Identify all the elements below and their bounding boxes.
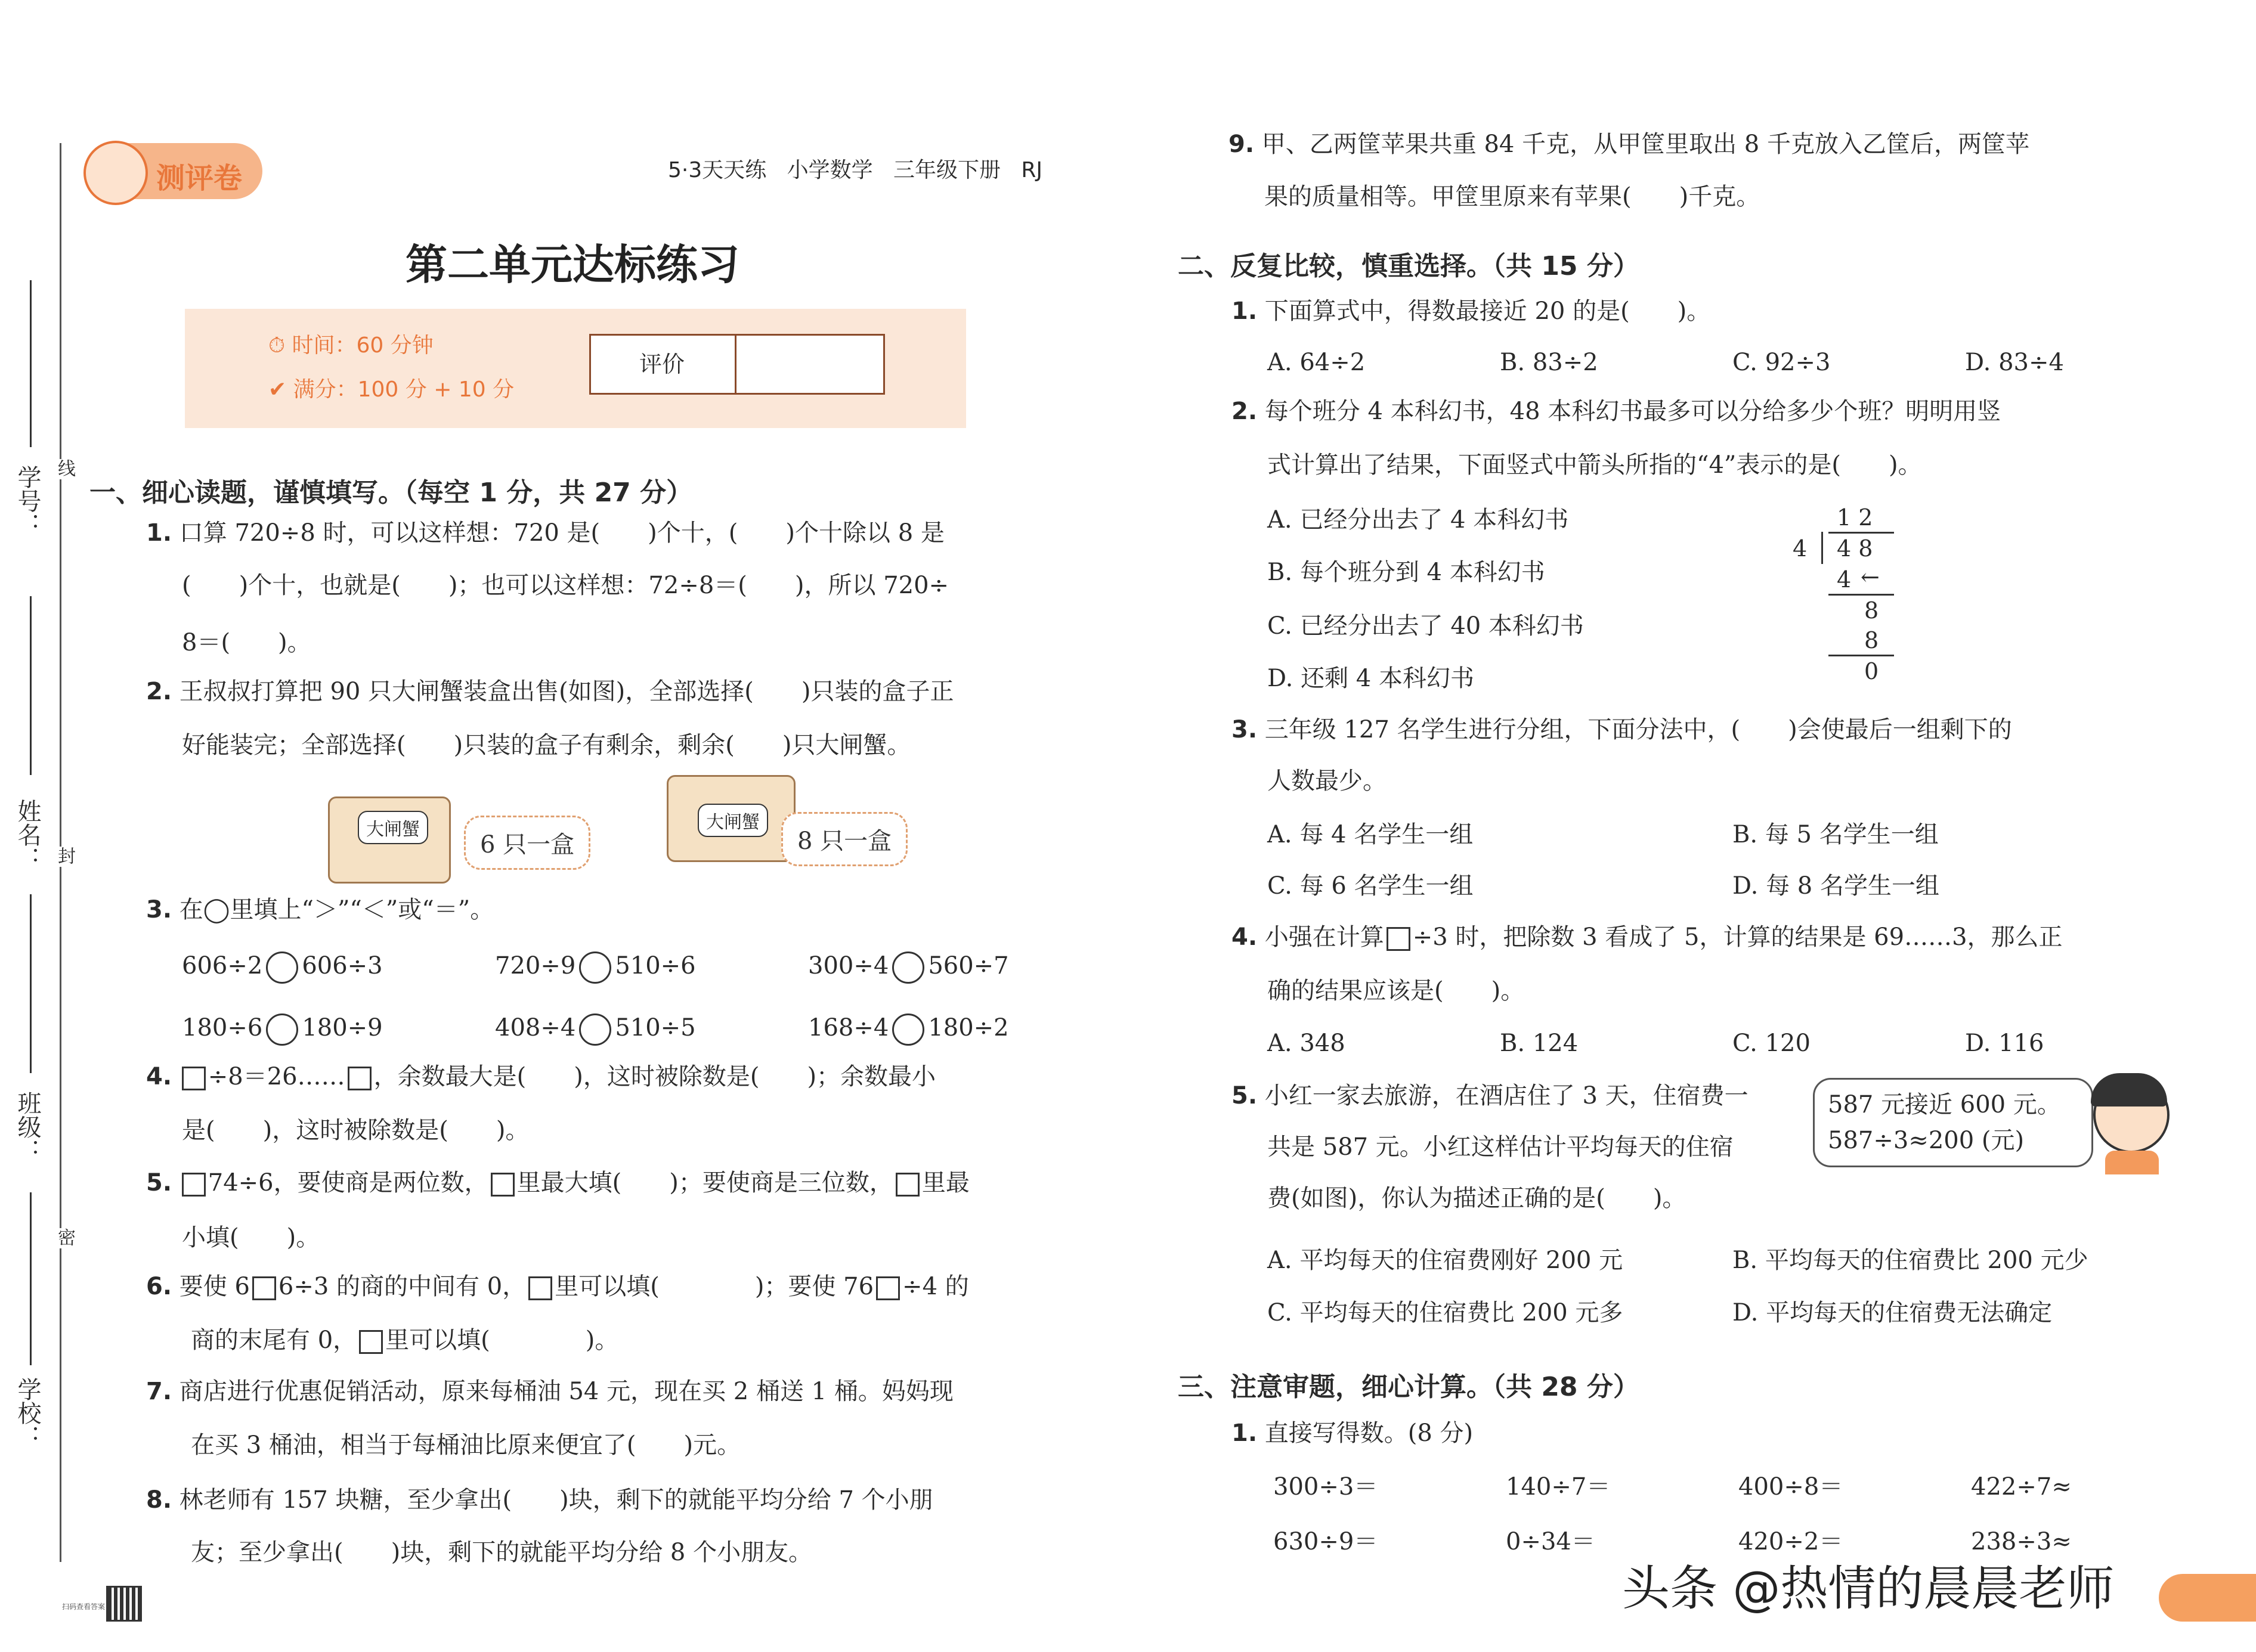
- s2-q2-line2: 式计算出了结果，下面竖式中箭头所指的“4”表示的是( )。: [1267, 451, 1922, 479]
- q5-line2: 小填( )。: [182, 1224, 320, 1251]
- s2-q3-line2: 人数最少。: [1267, 767, 1387, 795]
- s2-q4-opt-d[interactable]: D. 116: [1965, 1030, 2044, 1057]
- q1-line2: ( )个十，也就是( )；也可以这样想：72÷8＝( )，所以 720÷: [182, 572, 949, 599]
- s2-q2-opt-b[interactable]: B. 每个班分到 4 本科幻书: [1267, 559, 1545, 586]
- q4-line2: 是( )，这时被除数是( )。: [182, 1117, 530, 1144]
- s2-q5-line2: 共是 587 元。小红这样估计平均每天的住宿: [1267, 1133, 1734, 1161]
- compare-circle[interactable]: [266, 1013, 298, 1046]
- q4-line1: 4. ÷8＝26…… ，余数最大是( )，这时被除数是( )；余数最小: [146, 1063, 936, 1090]
- s2-q3-opt-b[interactable]: B. 每 5 名学生一组: [1732, 821, 1939, 848]
- division-divisor: 4: [1793, 535, 1808, 562]
- s2-q2-line1: 2. 每个班分 4 本科幻书，48 本科幻书最多可以分给多少个班？明明用竖: [1231, 398, 2001, 425]
- long-division: [1789, 504, 1908, 683]
- s2-q5-line1: 5. 小红一家去旅游，在酒店住了 3 天，住宿费一: [1231, 1082, 1749, 1109]
- name-label: 姓名：: [14, 799, 41, 870]
- compare-circle[interactable]: [266, 951, 298, 984]
- blank-square[interactable]: [491, 1173, 515, 1197]
- s2-q1-opt-c[interactable]: C. 92÷3: [1732, 349, 1831, 376]
- crab-box-6-label: 大闸蟹: [358, 811, 428, 844]
- watermark: 头条 @热情的晨晨老师: [1622, 1561, 2115, 1616]
- q3-row2c: 168÷4 180÷2: [808, 1013, 1009, 1046]
- blank-square[interactable]: [1387, 927, 1410, 951]
- blank-square[interactable]: [528, 1276, 552, 1300]
- badge-text: 测评卷: [156, 162, 243, 195]
- q1-line1: 1. 口算 720÷8 时，可以这样想：720 是( )个十，( )个十除以 8 是: [146, 519, 945, 547]
- compare-circle[interactable]: [579, 951, 611, 984]
- girl-hair: [2091, 1073, 2167, 1107]
- calc-6: 0÷34＝: [1506, 1528, 1595, 1555]
- time-info: ⏱ 时间：60 分钟: [268, 333, 434, 358]
- q3-row1: 606÷2 606÷3: [182, 951, 383, 984]
- calc-7: 420÷2＝: [1738, 1528, 1843, 1555]
- class-label: 班级：: [14, 1091, 41, 1163]
- division-rem2: 0: [1864, 658, 1879, 684]
- calc-4: 422÷7≈: [1971, 1473, 2072, 1501]
- s2-q5-opt-c[interactable]: C. 平均每天的住宿费比 200 元多: [1267, 1299, 1623, 1326]
- blank-square[interactable]: [182, 1173, 206, 1197]
- seal-mark: 封: [51, 847, 78, 867]
- eval-divider: [735, 334, 736, 393]
- tag-6-per-box: 6 只一盒: [464, 816, 590, 870]
- s2-q1-opt-b[interactable]: B. 83÷2: [1500, 349, 1598, 376]
- header-series: 5·3天天练 小学数学 三年级下册 RJ: [668, 158, 1042, 182]
- q1-line3: 8＝( )。: [182, 629, 311, 656]
- q7-line2: 在买 3 桶油，相当于每桶油比原来便宜了( )元。: [191, 1431, 741, 1459]
- q8-line1: 8. 林老师有 157 块糖，至少拿出( )块，剩下的就能平均分给 7 个小朋: [146, 1486, 933, 1514]
- blank-square[interactable]: [359, 1330, 383, 1354]
- s2-q3-opt-c[interactable]: C. 每 6 名学生一组: [1267, 872, 1474, 900]
- s2-q3-line1: 3. 三年级 127 名学生进行分组，下面分法中，( )会使最后一组剩下的: [1231, 716, 2012, 743]
- s2-q4-opt-a[interactable]: A. 348: [1267, 1030, 1345, 1057]
- s2-q2-opt-a[interactable]: A. 已经分出去了 4 本科幻书: [1267, 506, 1569, 534]
- qr-code-icon: [106, 1586, 142, 1622]
- s2-q4-opt-c[interactable]: C. 120: [1732, 1030, 1811, 1057]
- q3-line1: 3. 在◯里填上“＞”“＜”或“＝”。: [146, 896, 494, 923]
- q3-row1c: 300÷4 560÷7: [808, 951, 1009, 984]
- eval-label: 评价: [639, 351, 685, 377]
- q2-line2: 好能装完；全部选择( )只装的盒子有剩余，剩余( )只大闸蟹。: [182, 732, 911, 759]
- division-sub2: 8: [1864, 627, 1879, 653]
- compare-circle[interactable]: [579, 1013, 611, 1046]
- q5-line1: 5. 74÷6，要使商是两位数， 里最大填( )；要使商是三位数， 里最: [146, 1169, 970, 1197]
- school-label: 学校：: [14, 1377, 41, 1449]
- division-bracket: [1821, 532, 1833, 564]
- name-blank: [30, 596, 32, 775]
- division-bar: [1828, 532, 1894, 534]
- division-line1: [1828, 594, 1894, 596]
- school-blank: [30, 1192, 32, 1365]
- compare-circle[interactable]: [892, 951, 924, 984]
- class-blank: [30, 894, 32, 1073]
- q8-line2: 友；至少拿出( )块，剩下的就能平均分给 8 个小朋友。: [191, 1539, 813, 1566]
- id-label: 学号：: [14, 465, 41, 537]
- bubble-line2: 587÷3≈200 (元): [1828, 1127, 2025, 1154]
- calc-8: 238÷3≈: [1971, 1528, 2072, 1555]
- q2-line1: 2. 王叔叔打算把 90 只大闸蟹装盒出售(如图)，全部选择( )只装的盒子正: [146, 678, 954, 705]
- division-sub1: 4: [1837, 566, 1852, 593]
- blank-square[interactable]: [876, 1276, 900, 1300]
- q9-line2: 果的质量相等。甲筐里原来有苹果( )千克。: [1264, 183, 1760, 210]
- s2-q4-line1: 4. 小强在计算 ÷3 时，把除数 3 看成了 5，计算的结果是 69……3，那么正: [1231, 923, 2063, 951]
- line-mark: 线: [51, 459, 78, 479]
- s2-q3-opt-a[interactable]: A. 每 4 名学生一组: [1267, 821, 1474, 848]
- s2-q5-line3: 费(如图)，你认为描述正确的是( )。: [1267, 1185, 1686, 1212]
- q3-row1b: 720÷9 510÷6: [495, 951, 696, 984]
- tag-8-per-box: 8 只一盒: [781, 812, 908, 866]
- speech-bubble: [1813, 1078, 2093, 1167]
- clock-icon: ⏱: [268, 333, 292, 358]
- s2-q3-opt-d[interactable]: D. 每 8 名学生一组: [1732, 872, 1939, 900]
- s2-q1-opt-a[interactable]: A. 64÷2: [1267, 349, 1366, 376]
- section1-title: 一、细心读题，谨慎填写。（每空 1 分，共 27 分）: [89, 478, 693, 508]
- arrow-icon: ←: [1861, 564, 1880, 590]
- score-info: ✔ 满分：100 分 + 10 分: [268, 377, 515, 402]
- q6-line1: 6. 要使 6 6÷3 的商的中间有 0， 里可以填( )；要使 76 ÷4 的: [146, 1273, 969, 1300]
- q9-line1: 9. 甲、乙两筐苹果共重 84 千克，从甲筐里取出 8 千克放入乙筐后，两筐苹: [1228, 131, 2029, 158]
- page-title: 第二单元达标练习: [406, 240, 739, 289]
- s2-q5-opt-a[interactable]: A. 平均每天的住宿费刚好 200 元: [1267, 1247, 1623, 1274]
- blank-square[interactable]: [348, 1067, 372, 1090]
- s2-q4-opt-b[interactable]: B. 124: [1500, 1030, 1579, 1057]
- section2-title: 二、反复比较，慎重选择。（共 15 分）: [1178, 251, 1639, 281]
- compare-circle[interactable]: [892, 1013, 924, 1046]
- q3-row2: 180÷6 180÷9: [182, 1013, 383, 1046]
- qr-caption: 扫码查看答案: [62, 1603, 106, 1611]
- s2-q4-line2: 确的结果应该是( )。: [1267, 977, 1525, 1005]
- division-dividend: 4 8: [1837, 535, 1873, 562]
- s2-q1-stem: 1. 下面算式中，得数最接近 20 的是( )。: [1231, 297, 1711, 325]
- division-quotient: 1 2: [1837, 504, 1873, 531]
- mascot-icon: [83, 141, 148, 205]
- section3-title: 三、注意审题，细心计算。（共 28 分）: [1178, 1372, 1639, 1402]
- check-icon: ✔: [268, 377, 293, 402]
- bubble-line1: 587 元接近 600 元。: [1828, 1091, 2061, 1118]
- secret-mark: 密: [51, 1228, 78, 1248]
- s2-q2-opt-d[interactable]: D. 还剩 4 本科幻书: [1267, 665, 1474, 692]
- calc-5: 630÷9＝: [1273, 1528, 1378, 1555]
- s2-q5-opt-b[interactable]: B. 平均每天的住宿费比 200 元少: [1732, 1247, 2088, 1274]
- girl-body: [2105, 1151, 2159, 1174]
- s2-q2-opt-c[interactable]: C. 已经分出去了 40 本科幻书: [1267, 612, 1584, 640]
- q7-line1: 7. 商店进行优惠促销活动，原来每桶油 54 元，现在买 2 桶送 1 桶。妈妈现: [146, 1378, 954, 1405]
- id-blank: [30, 280, 32, 447]
- blank-square[interactable]: [252, 1276, 276, 1300]
- blank-square[interactable]: [896, 1173, 920, 1197]
- s2-q5-opt-d[interactable]: D. 平均每天的住宿费无法确定: [1732, 1299, 2053, 1326]
- calc-1: 300÷3＝: [1273, 1473, 1378, 1501]
- crab-box-8-label: 大闸蟹: [698, 804, 768, 837]
- corner-tab: [2159, 1574, 2256, 1622]
- blank-square[interactable]: [182, 1067, 206, 1090]
- eval-box: [589, 334, 885, 395]
- division-rem1: 8: [1864, 597, 1879, 624]
- calc-2: 140÷7＝: [1506, 1473, 1611, 1501]
- s2-q1-opt-d[interactable]: D. 83÷4: [1965, 349, 2064, 376]
- q6-line2: 商的末尾有 0， 里可以填( )。: [191, 1326, 619, 1354]
- calc-3: 400÷8＝: [1738, 1473, 1843, 1501]
- division-line2: [1828, 655, 1894, 656]
- q3-row2b: 408÷4 510÷5: [495, 1013, 696, 1046]
- s3-q1-stem: 1. 直接写得数。(8 分): [1231, 1419, 1474, 1447]
